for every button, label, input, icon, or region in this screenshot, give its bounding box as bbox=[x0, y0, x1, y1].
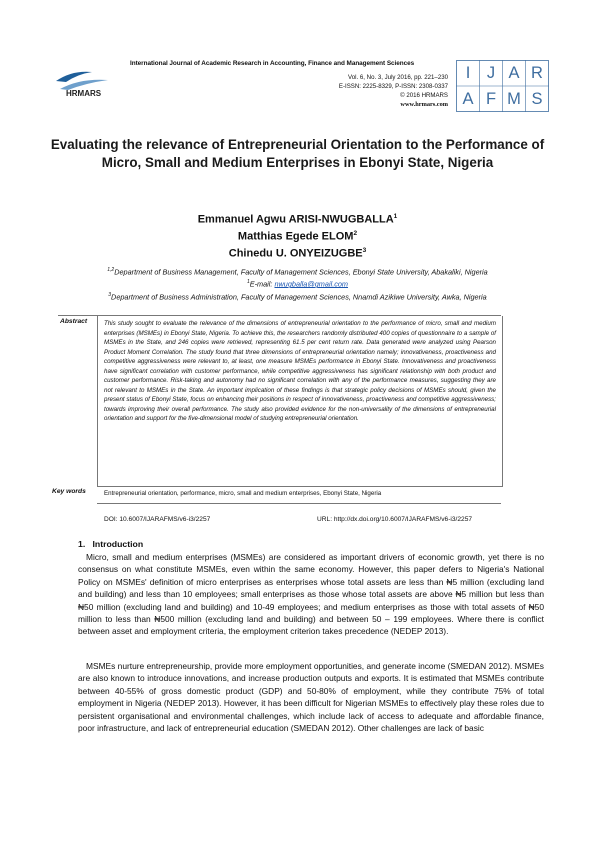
logo-letter: A bbox=[508, 64, 520, 82]
author-name: Emmanuel Agwu ARISI-NWUGBALLA bbox=[197, 213, 394, 226]
paragraph-2: MSMEs nurture entrepreneurship, provide more employment opportunities, and generate income (SMEDAN 2012). MSMEs are also known to introduce innovations, and increase production outputs and exports. It is estimated that MSMEs contribute between 40-55% of gross domestic product (GDP) and 50-80% of employment, while they contribute 75% of total employment in Nigeria (NEDEP 2013). However, it has been difficult for Nigerian MSMEs to effectively play these roles due to persistent organisational and environmental challenges, which include lack of access to adequate and affordable finance, poor infrastructure, and lack of entrepreneurial education (SMEDAN 2012). Other challenges are lack of basic bbox=[78, 661, 544, 734]
author-sup: 1 bbox=[393, 213, 398, 220]
section-number: 1. bbox=[78, 539, 86, 549]
logo-letter: I bbox=[465, 64, 471, 82]
section-heading bbox=[78, 539, 143, 549]
issn-info: E-ISSN: 2225-8329, P-ISSN: 2308-0337 bbox=[338, 83, 448, 90]
aff-sup: 1 bbox=[246, 279, 250, 285]
abstract-text: This study sought to evaluate the relevance of the dimensions of entrepreneurial orientation to the performance of micro, small and medium enterprises (MSMEs) in Ebonyi State, Nigeria. To achieve this, the researchers randomly distributed 400 copies of questionnaire to a sample of MSMEs in the State, and 246 copies were retrieved, representing 61.5 per cent return rate. Data generated were analyzed using Pearson Product Moment Correlation. The study found that three dimensions of entrepreneurial orientation namely; innovativeness, proactiveness and competitive aggressiveness were relevant to, at least, one measure MSMEs performance in Ebonyi State. Innovativeness and proactiveness have significant correlation with customer performance, while competitive aggressiveness has significant relationship with both product and customer performance. Risk-taking and autonomy had no significant correlation with any of the performance measures, suggesting they are not relevant to MSMEs in the State. An important implication of these findings is that strategic policy decisions of MSMEs should, given the present status of Ebonyi State, focus on enhancing their positions in respect of innovativeness, proactiveness and competitive aggressiveness; towards improving their overall performance. The study also provided evidence for the non-universality of the dimensions of entrepreneurial orientation and support for the five-dimensional model of studying entrepreneurial orientation. bbox=[104, 320, 496, 422]
doi: DOI: 10.6007/IJARAFMS/v6-i3/2257 bbox=[104, 516, 211, 523]
author-name: Matthias Egede ELOM bbox=[237, 230, 354, 243]
keywords-label: Key words bbox=[52, 488, 86, 495]
author-2 bbox=[0, 230, 595, 243]
paper-title: Evaluating the relevance of Entrepreneurial Orientation to the Performance of Micro, Small and Medium Enterprises in Ebonyi State, Nigeria bbox=[50, 137, 545, 170]
website-link[interactable]: www.hrmars.com bbox=[400, 101, 448, 108]
logo-letter: S bbox=[531, 90, 543, 108]
section-title: Introduction bbox=[92, 539, 144, 549]
keywords-rule bbox=[97, 503, 501, 504]
author-3 bbox=[0, 247, 595, 260]
email-link[interactable]: nwugballa@gmail.com bbox=[274, 279, 349, 289]
affiliation-1 bbox=[0, 267, 595, 276]
hrmars-logo bbox=[52, 68, 118, 98]
volume-info: Vol. 6, No. 3, July 2016, pp. 221–230 bbox=[348, 74, 448, 81]
logo-letter: M bbox=[507, 90, 521, 108]
logo-letter: J bbox=[486, 64, 496, 82]
logo-letter: F bbox=[485, 90, 497, 108]
affiliation-3 bbox=[0, 292, 595, 301]
author-sup: 3 bbox=[362, 247, 367, 254]
aff-text: Department of Business Management, Faculty of Management Sciences, Ebonyi State University, Abakaliki, Nigeria bbox=[114, 267, 488, 277]
logo-letter: R bbox=[531, 64, 543, 82]
journal-name: International Journal of Academic Research in Accounting, Finance and Management Sciences bbox=[130, 60, 415, 67]
keywords-text: Entrepreneurial orientation, performance, micro, small and medium enterprises, Ebonyi State, Nigeria bbox=[104, 490, 382, 497]
aff-sup: 3 bbox=[108, 292, 112, 298]
ijarafms-logo bbox=[456, 60, 549, 112]
author-sup: 2 bbox=[353, 230, 358, 237]
abstract-label: Abstract bbox=[60, 318, 88, 325]
aff-sup: 1,2 bbox=[107, 267, 115, 273]
doi-url[interactable]: URL: http://dx.doi.org/10.6007/IJARAFMS/v6-i3/2257 bbox=[317, 516, 473, 523]
copyright: © 2016 HRMARS bbox=[400, 92, 448, 99]
aff-text: Department of Business Administration, Faculty of Management Sciences, Nnamdi Azikiwe University, Awka, Nigeria bbox=[111, 292, 487, 302]
author-name: Chinedu U. ONYEIZUGBE bbox=[228, 247, 363, 260]
logo-letter: A bbox=[462, 90, 474, 108]
author-email bbox=[0, 279, 595, 288]
paragraph-1: Micro, small and medium enterprises (MSMEs) are considered as important drivers of economic growth, yet there is no consensus on what constitute MSMEs, even within the same economy. However, this paper defers to Nigeria's National Policy on MSMEs' definition of micro enterprises as enterprises whose total assets are less than ₦5 million (excluding land and building) and less than 10 employees; small enterprises as those whose total assets are above ₦5 million but less than ₦50 million (excluding land and building) and 10-49 employees; and medium enterprises as those with total assets of ₦50 million to less than ₦500 million (excluding land and building) and between 50 – 199 employees. Where there is conflict between asset and employment criteria, the employment criterion takes precedence (NEDEP 2013). bbox=[78, 552, 544, 637]
author-1 bbox=[0, 213, 595, 226]
email-label: E-mail: bbox=[249, 279, 275, 289]
svg-text:HRMARS: HRMARS bbox=[66, 89, 102, 98]
